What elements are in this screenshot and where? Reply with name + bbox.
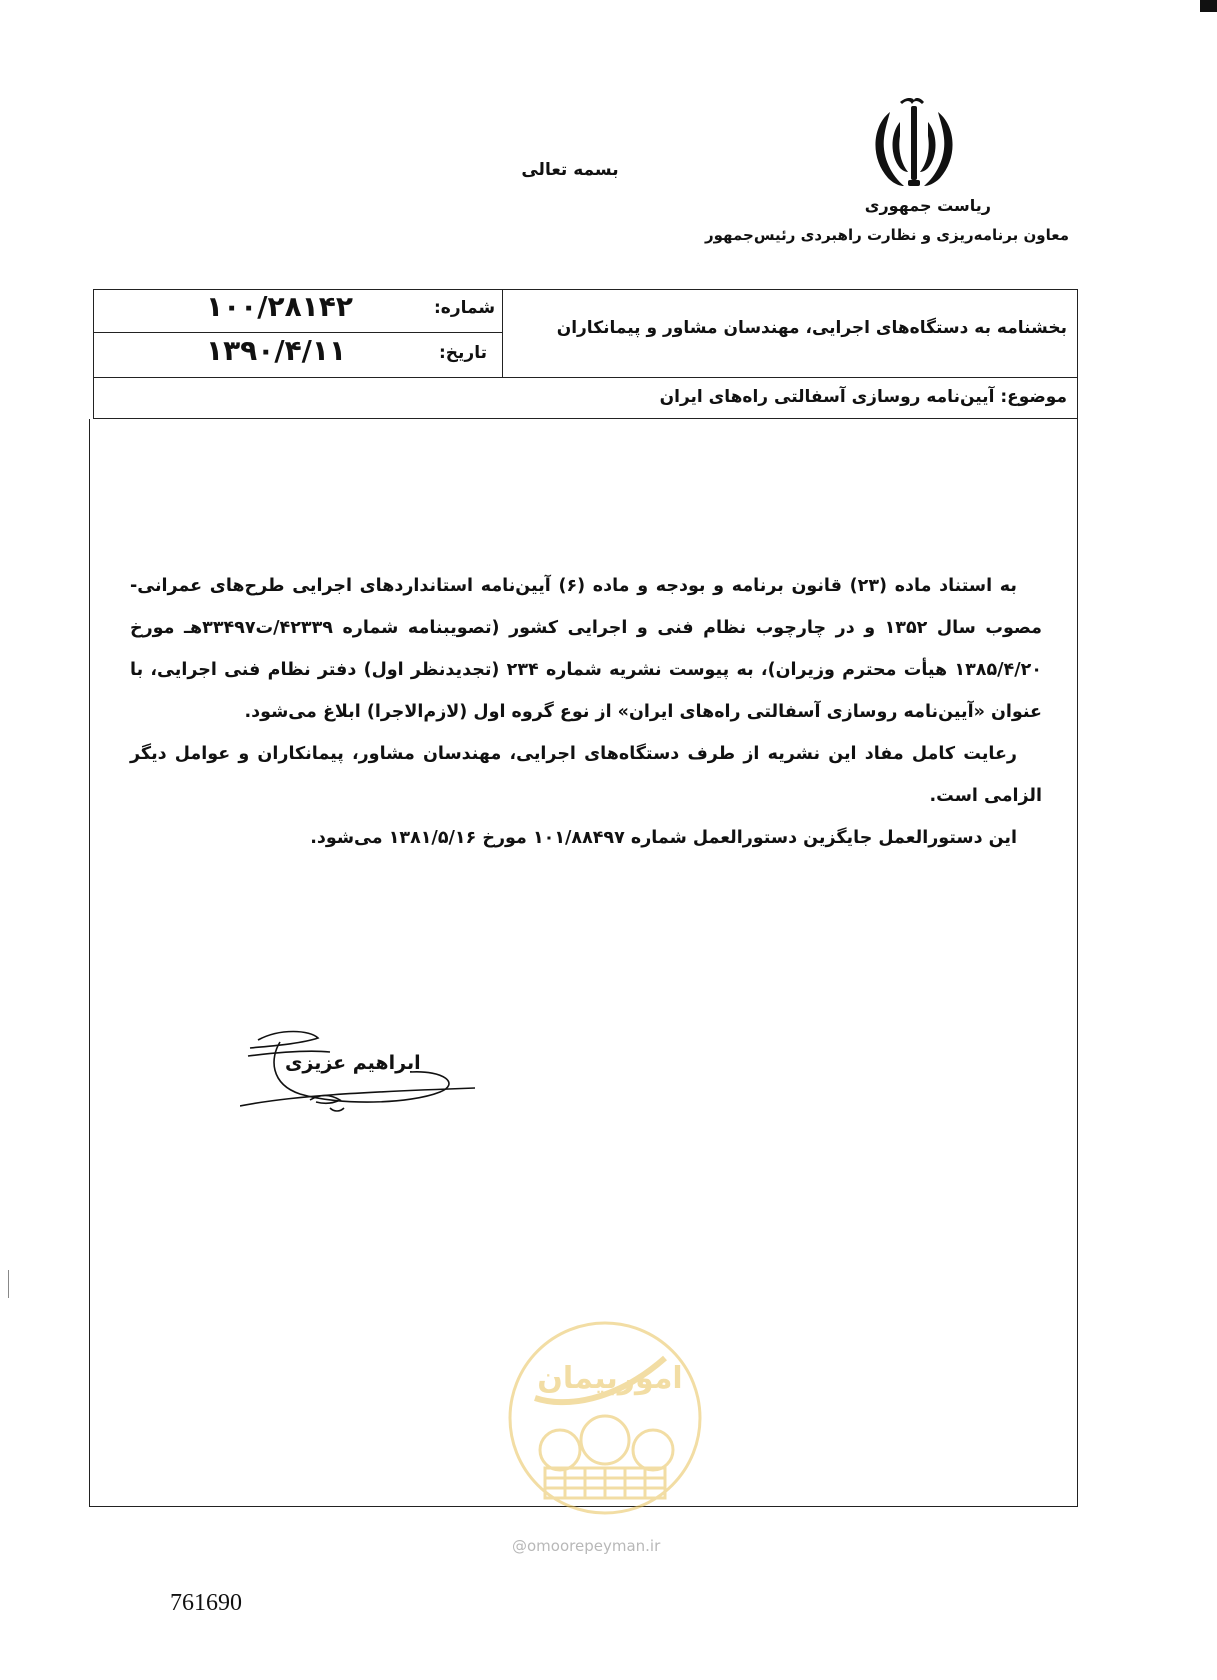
watermark-logo-text: امورپیمان: [537, 1361, 683, 1396]
number-value: ۱۰۰/۲۸۱۴۲: [206, 290, 353, 323]
omoorepeyman-watermark-logo: [505, 1318, 705, 1518]
invocation-text: بسمه تعالی: [521, 160, 619, 180]
paragraph-directive-start: به استناد ماده (۲۳) قانون برنامه و بودجه و ماده (۶) آیین‌نامه استانداردهای اجرایی طرح‌های عمرانی- مصوب سال ۱۳۵۲ و در چارچوب نظام فنی و اجرایی کشور (تصویبنامه شماره ۴۲۳۳۹/ت۳۳۴۹۷هـ مورخ ۱۳۸۵/۴/۲۰ هیأت محترم وزیران)، به پیوست نشریه شماره ۲۳۴ (تجدیدنظر اول) دفتر نظام فنی اجرایی، با عنوان «: [130, 576, 1043, 722]
signature-scribble: [240, 1028, 475, 1128]
date-value: ۱۳۹۰/۴/۱۱: [206, 334, 347, 367]
iran-emblem-icon: [868, 98, 960, 194]
paragraph-compliance: رعایت کامل مفاد این نشریه از طرف دستگاه‌های اجرایی، مهندسان مشاور، پیمانکاران و عوامل دیگر الزامی است.: [130, 744, 1042, 806]
scan-corner-mark: [1200, 0, 1217, 12]
paragraph-directive-end: » از نوع گروه اول (لازم‌الاجرا) ابلاغ می‌شود.: [244, 702, 629, 722]
table-divider-subject: [94, 377, 1077, 378]
publication-title: آیین‌نامه روسازی آسفالتی راه‌های ایران: [628, 702, 974, 722]
org-name-presidency: ریاست جمهوری: [864, 196, 991, 215]
letter-body: [130, 565, 1042, 859]
scan-edge-mark: [8, 1270, 9, 1298]
table-divider-middle: [94, 332, 502, 333]
watermark-url: @omoorepeyman.ir: [512, 1537, 661, 1555]
recipients-text: بخشنامه به دستگاه‌های اجرایی، مهندسان مشاور و پیمانکاران: [556, 318, 1067, 338]
paragraph-directive: [130, 565, 1042, 733]
paragraph-replacement: این دستورالعمل جایگزین دستورالعمل شماره ۱۰۱/۸۸۴۹۷ مورخ ۱۳۸۱/۵/۱۶ می‌شود.: [310, 828, 1017, 848]
header-table: [93, 289, 1078, 419]
document-serial-number: 761690: [170, 1590, 242, 1616]
org-name-deputy: معاون برنامه‌ریزی و نظارت راهبردی رئیس‌جمهور: [705, 226, 1069, 244]
table-divider-vertical: [502, 290, 503, 377]
number-label: شماره:: [434, 298, 496, 318]
subject-line: موضوع: آیین‌نامه روسازی آسفالتی راه‌های ایران: [659, 387, 1067, 407]
signatory-name: ابراهیم عزیزی: [285, 1052, 421, 1074]
date-label: تاریخ:: [439, 343, 487, 363]
